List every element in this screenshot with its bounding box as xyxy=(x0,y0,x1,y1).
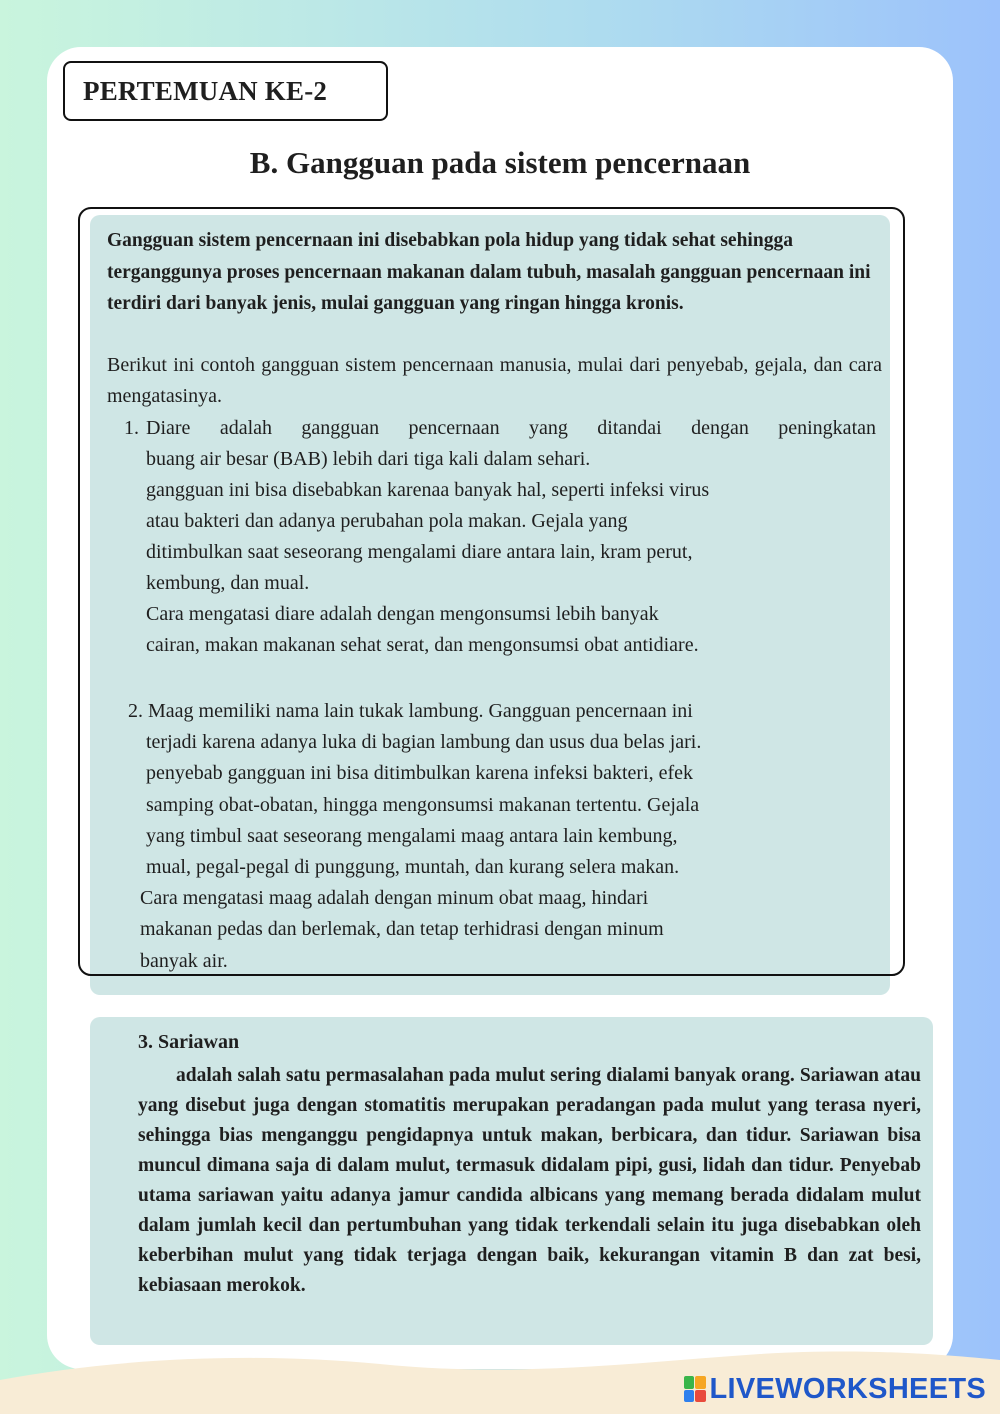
intro-paragraph: Gangguan sistem pencernaan ini disebabkan pola hidup yang tidak sehat sehingga terganggunya proses pencernaan makanan dalam tubuh, masalah gangguan pencernaan ini terdiri dari banyak jenis, mulai gangguan yang ringan hingga kronis. xyxy=(107,230,871,314)
diare-cause-line: atau bakteri dan adanya perubahan pola makan. Gejala yang xyxy=(146,510,628,532)
liveworksheets-logo xyxy=(684,1372,987,1406)
maag-body-line: terjadi karena adanya luka di bagian lambung dan usus dua belas jari. xyxy=(146,731,702,754)
diare-cause-line: ditimbulkan saat seseorang mengalami diare antara lain, kram perut, xyxy=(146,541,693,563)
meeting-label: PERTEMUAN KE-2 xyxy=(63,61,388,121)
maag-body-line: samping obat-obatan, hingga mengonsumsi makanan tertentu. Gejala xyxy=(146,793,700,816)
liveworksheets-icon xyxy=(684,1376,706,1402)
maag-treatment-line: makanan pedas dan berlemak, dan tetap terhidrasi dengan minum xyxy=(140,918,664,941)
maag-body-line: yang timbul saat seseorang mengalami maag antara lain kembung, xyxy=(146,824,678,847)
sariawan-title: 3. Sariawan xyxy=(138,1031,240,1053)
maag-first-line: 2. Maag memiliki nama lain tukak lambung. Gangguan pencernaan ini xyxy=(128,700,693,722)
diare-definition-line: Diare adalah gangguan pencernaan yang ditandai dengan peningkatan xyxy=(146,417,876,439)
diare-treatment-line: Cara mengatasi diare adalah dengan mengonsumsi lebih banyak xyxy=(146,603,659,625)
diare-definition-line: buang air besar (BAB) lebih dari tiga kali dalam sehari. xyxy=(146,448,591,470)
lead-paragraph: Berikut ini contoh gangguan sistem pencernaan manusia, mulai dari penyebab, gejala, dan cara mengatasinya. xyxy=(107,354,882,407)
item-number: 1. xyxy=(124,417,139,439)
brand-name: LIVEWORKSHEETS xyxy=(709,1372,986,1405)
diare-cause-line: gangguan ini bisa disebabkan karenaa banyak hal, seperti infeksi virus xyxy=(146,479,710,501)
maag-treatment-line: banyak air. xyxy=(140,949,228,972)
list-item-maag xyxy=(128,696,828,977)
list-item-diare xyxy=(124,413,876,661)
maag-body-line: mual, pegal-pegal di punggung, muntah, dan kurang selera makan. xyxy=(146,856,680,879)
maag-body-line: penyebab gangguan ini bisa ditimbulkan karena infeksi bakteri, efek xyxy=(146,762,694,785)
maag-treatment-line: Cara mengatasi maag adalah dengan minum obat maag, hindari xyxy=(140,887,649,910)
section-title: B. Gangguan pada sistem pencernaan xyxy=(249,145,751,180)
diare-cause-line: kembung, dan mual. xyxy=(146,572,310,594)
sariawan-paragraph: adalah salah satu permasalahan pada mulut sering dialami banyak orang. Sariawan atau yang disebut juga dengan stomatitis merupakan peradangan pada mulut yang terasa nyeri, sehingga bias menganggu pengidapnya untuk makan, berbicara, dan tidur. Sariawan bisa muncul dimana saja di dalam mulut, termasuk didalam pipi, gusi, lidah dan tidur. Penyebab utama sariawan yaitu adanya jamur candida albicans yang memang berada didalam mulut dalam jumlah kecil dan pertumbuhan yang tidak terkendali selain itu juga disebabkan oleh keberbihan mulut yang tidak terjaga dengan baik, kekurangan vitamin B dan zat besi, kebiasaan merokok. xyxy=(138,1065,921,1296)
diare-treatment-line: cairan, makan makanan sehat serat, dan mengonsumsi obat antidiare. xyxy=(146,634,699,656)
